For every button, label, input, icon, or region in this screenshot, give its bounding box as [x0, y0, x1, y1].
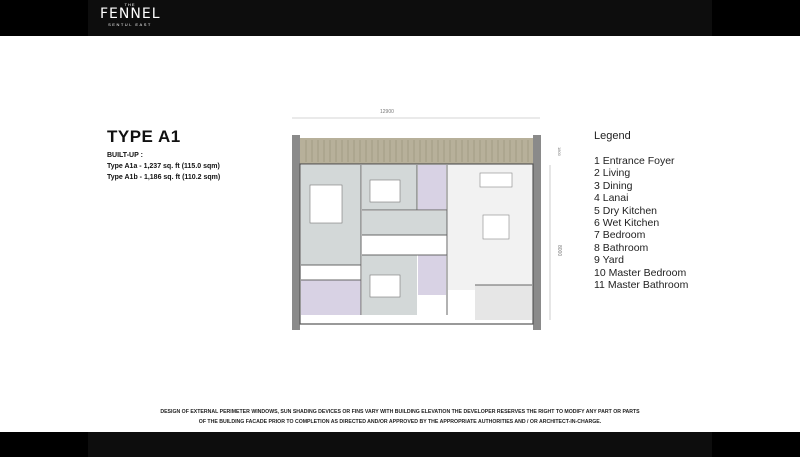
- top-bar-right-block: [712, 0, 800, 36]
- plan-height-dimension: 8000: [556, 245, 562, 257]
- legend-item: 1 Entrance Foyer: [594, 155, 675, 167]
- bottom-bar-left-block: [0, 432, 88, 457]
- legend-item: 11 Master Bathroom: [594, 279, 689, 292]
- builtup-label: BUILT-UP :: [107, 152, 143, 159]
- bed-bottom: [370, 275, 400, 297]
- unit-type-title: TYPE A1: [107, 127, 181, 146]
- fennel-logo: [100, 2, 160, 28]
- legend-item: 2 Living: [594, 167, 631, 180]
- legend-item: 3 Dining: [594, 179, 633, 192]
- plan-width-dimension: 12900: [380, 109, 394, 115]
- bottom-bar-right-block: [712, 432, 800, 457]
- logo-name: FENNEL: [100, 6, 161, 22]
- legend-item: 7 Bedroom: [594, 229, 646, 242]
- master-bed: [310, 185, 342, 223]
- legend-item: 5 Dry Kitchen: [594, 204, 658, 217]
- legend-title: Legend: [594, 130, 631, 142]
- corridor: [362, 211, 447, 235]
- left-column: [292, 135, 300, 330]
- legend-item: 9 Yard: [594, 254, 624, 267]
- top-bar: [0, 0, 800, 36]
- dining-table: [483, 215, 509, 239]
- bottom-bar: [0, 432, 800, 457]
- legend-list: [594, 155, 688, 291]
- disclaimer-line-1: DESIGN OF EXTERNAL PERIMETER WINDOWS, SUN SHADING DEVICES OR FINS VARY WITH BUILDING ELEVATION THE DEVELOPER RESERVES THE RIGHT TO MODIFY ANY PART OR PARTS: [160, 409, 640, 415]
- legend-item: 8 Bathroom: [594, 241, 649, 254]
- logo-location: SENTUL EAST: [108, 22, 152, 27]
- legend-item: 10 Master Bedroom: [594, 266, 687, 279]
- disclaimer: [120, 407, 680, 427]
- bathroom-bottom: [418, 255, 446, 295]
- disclaimer-line-2: OF THE BUILDING FACADE PRIOR TO COMPLETION AS DIRECTED AND/OR APPROVED BY THE APPROPRIATE AUTHORITIES AND / OR ARCHITECT-IN-CHARGE.: [198, 419, 602, 425]
- sofa: [480, 173, 512, 187]
- legend-item: 6 Wet Kitchen: [594, 217, 660, 230]
- builtup-variant-a1b: Type A1b - 1,186 sq. ft (110.2 sqm): [107, 174, 221, 181]
- floor-plan: [270, 105, 570, 335]
- top-bar-left-block: [0, 0, 88, 36]
- bed-top: [370, 180, 400, 202]
- legend-item: 4 Lanai: [594, 192, 629, 205]
- master-bathroom: [301, 280, 361, 315]
- builtup-info: [107, 150, 220, 183]
- logo-the: THE: [124, 2, 136, 7]
- bathroom-top: [418, 165, 446, 210]
- right-column: [533, 135, 541, 330]
- builtup-variant-a1a: Type A1a - 1,237 sq. ft (115.0 sqm): [107, 163, 220, 170]
- lanai-dimension: 1800: [557, 147, 562, 156]
- kitchen: [475, 285, 532, 320]
